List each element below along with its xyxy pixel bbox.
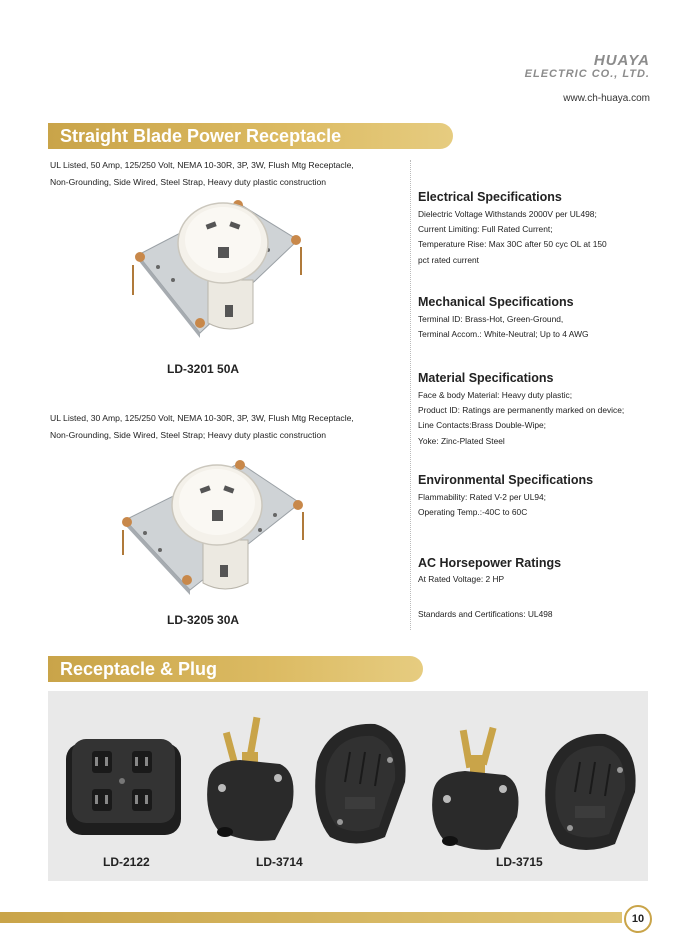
receptacle-50a-image	[118, 195, 313, 345]
product1-description-line: UL Listed, 50 Amp, 125/250 Volt, NEMA 10-30R, 3P, 3W, Flush Mtg Receptacle,	[50, 160, 354, 170]
product1-model: LD-3201 50A	[167, 362, 240, 376]
electrical-spec-title: Electrical Specifications	[418, 190, 562, 204]
material-spec-list	[418, 388, 678, 449]
plug-3715-back-image	[535, 722, 645, 857]
spec-line: Face & body Material: Heavy duty plastic;	[418, 390, 573, 400]
page-number: 10	[624, 905, 652, 933]
column-divider	[410, 160, 411, 630]
section-title-receptacle-plug: Receptacle & Plug	[48, 656, 423, 682]
spec-line: Terminal ID: Brass-Hot, Green-Ground,	[418, 314, 564, 324]
website-link[interactable]: www.ch-huaya.com	[563, 93, 650, 104]
spec-line: Flammability: Rated V-2 per UL94;	[418, 492, 547, 502]
electrical-spec-list	[418, 207, 678, 268]
spec-line: Current Limiting: Full Rated Current;	[418, 224, 553, 235]
environmental-spec-title: Environmental Specifications	[418, 473, 594, 487]
spec-line: Temperature Rise: Max 30C after 50 cyc OL at 150	[418, 239, 607, 250]
receptacle-30a-image	[115, 455, 310, 605]
spec-line: Product ID: Ratings are permanently marked on device;	[418, 405, 625, 416]
mechanical-spec-list	[418, 312, 678, 342]
company-name: HUAYA	[593, 52, 650, 69]
standards-text: Standards and Certifications: UL498	[418, 609, 553, 619]
product2-description	[50, 410, 415, 444]
spec-line: pct rated current	[418, 254, 479, 265]
label-ld-3715: LD-3715	[496, 855, 543, 869]
receptacle-box-image	[62, 735, 187, 845]
product2-description-line: UL Listed, 30 Amp, 125/250 Volt, NEMA 10-30R, 3P, 3W, Flush Mtg Receptacle,	[50, 413, 354, 423]
material-spec-title: Material Specifications	[418, 371, 554, 385]
plug-3714-front-image	[200, 712, 300, 847]
label-ld-3714: LD-3714	[256, 855, 303, 869]
mechanical-spec-title: Mechanical Specifications	[418, 295, 574, 309]
product1-description-line: Non-Grounding, Side Wired, Steel Strap, Heavy duty plastic construction	[50, 177, 327, 187]
product2-model: LD-3205 30A	[167, 613, 240, 627]
company-subtitle: ELECTRIC CO., LTD.	[524, 68, 650, 80]
label-ld-2122: LD-2122	[103, 855, 150, 869]
horsepower-spec-title: AC Horsepower Ratings	[418, 556, 562, 570]
spec-line: At Rated Voltage: 2 HP	[418, 574, 505, 584]
footer-bar	[0, 912, 622, 923]
horsepower-spec-list	[418, 572, 678, 587]
product2-description-line: Non-Grounding, Side Wired, Steel Strap; Heavy duty plastic construction	[50, 430, 327, 440]
spec-line: Yoke: Zinc-Plated Steel	[418, 435, 505, 446]
spec-line: Terminal Accom.: White-Neutral; Up to 4 AWG	[418, 329, 589, 340]
product1-description	[50, 157, 415, 191]
plug-3715-front-image	[425, 725, 525, 855]
environmental-spec-list	[418, 490, 678, 520]
spec-line: Dielectric Voltage Withstands 2000V per UL498;	[418, 209, 597, 219]
plug-3714-back-image	[305, 712, 415, 852]
section-title-receptacle: Straight Blade Power Receptacle	[48, 123, 453, 149]
spec-line: Operating Temp.:-40C to 60C	[418, 507, 528, 518]
spec-line: Line Contacts:Brass Double-Wipe;	[418, 420, 547, 431]
